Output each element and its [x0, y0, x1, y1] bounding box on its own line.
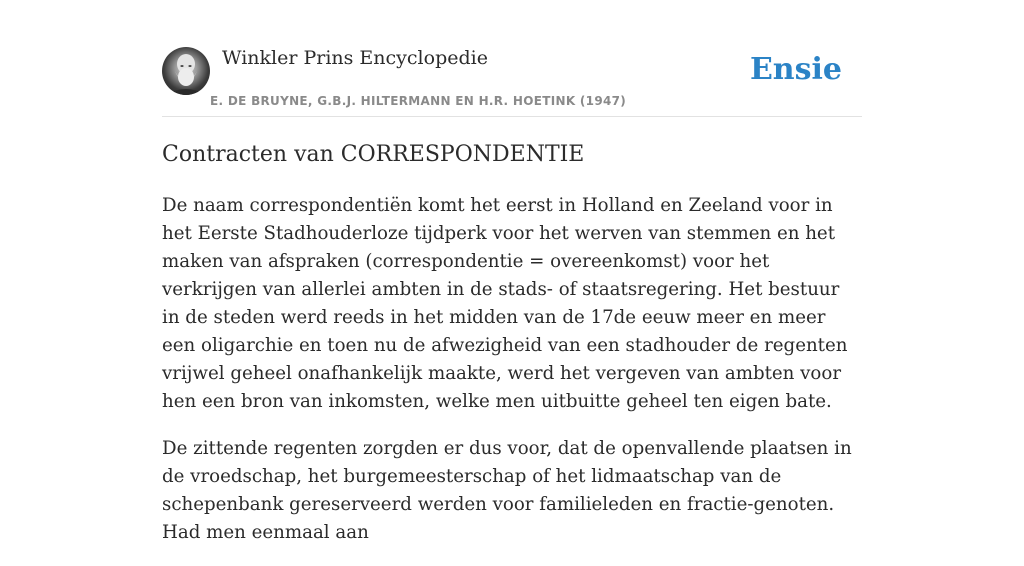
- portrait-photo-icon: [162, 47, 210, 95]
- paragraph: De zittende regenten zorgden er dus voor, dat de openvallende plaatsen in de vroedschap, het burgemeesterschap of het lidmaatschap van de schepenbank gereserveerd werden voor familieleden en fractie-genoten. Had men eenmaal aan: [162, 438, 852, 543]
- authors: E. DE BRUYNE, G.B.J. HILTERMANN EN H.R. HOETINK (1947): [210, 94, 627, 108]
- source-title[interactable]: Winkler Prins Encyclopedie: [222, 47, 488, 69]
- article-body: [162, 192, 862, 566]
- brand-logo[interactable]: Ensie: [749, 52, 842, 87]
- paragraph: De naam correspondentiën komt het eerst in Holland en Zeeland voor in het Eerste Stadhouderloze tijdperk voor het werven van stemmen en het maken van afspraken (correspondentie = overeenkomst) voor het verkrijgen van allerlei ambten in de stads- of staatsregering. Het bestuur in de steden werd reeds in het midden van de 17de eeuw meer en meer een oligarchie en toen nu de afwezigheid van een stadhouder de regenten vrijwel geheel onafhankelijk maakte, werd het vergeven van ambten voor hen een bron van inkomsten, welke men uitbuitte geheel ten eigen bate.: [162, 195, 848, 412]
- avatar: [162, 47, 210, 95]
- article-title: Contracten van CORRESPONDENTIE: [162, 142, 585, 167]
- header: [162, 0, 862, 117]
- page: [162, 0, 862, 543]
